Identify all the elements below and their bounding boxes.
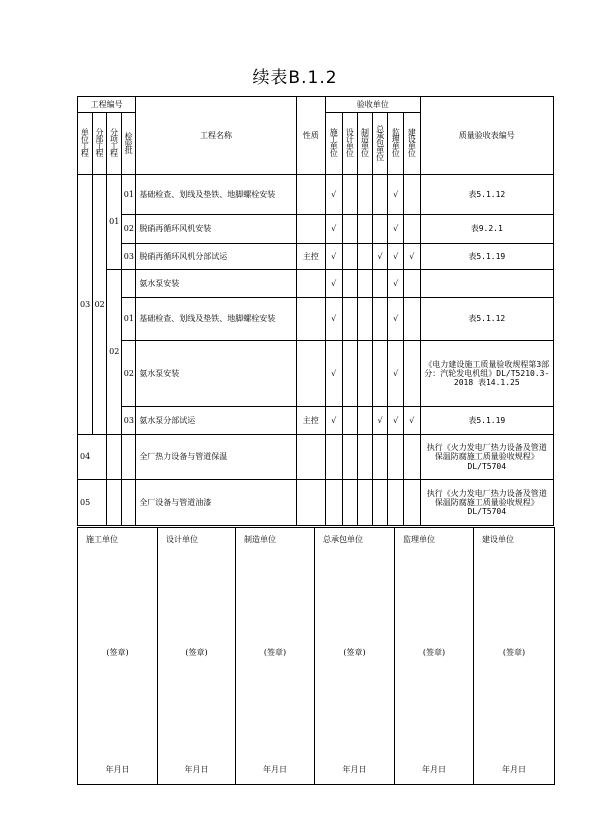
check-design xyxy=(342,407,358,435)
signature-seal: (签章) xyxy=(185,648,208,657)
nature xyxy=(296,341,325,407)
check-owner xyxy=(403,270,420,298)
table-row xyxy=(78,435,554,480)
table-row xyxy=(78,480,554,526)
signature-seal: (签章) xyxy=(422,648,446,657)
check-design xyxy=(342,298,358,341)
check-construction: √ xyxy=(325,175,342,215)
project-name: 脱硝再循环风机分部试运 xyxy=(136,244,296,270)
signature-unit-label: 制造单位 xyxy=(244,535,276,544)
check-manufacture xyxy=(358,244,373,270)
check-design xyxy=(342,270,358,298)
check-construction: √ xyxy=(325,407,342,435)
signature-table xyxy=(77,527,555,785)
lot-code: 02 xyxy=(121,215,136,244)
table-row xyxy=(78,407,554,435)
nature xyxy=(296,175,325,215)
check-manufacture xyxy=(358,270,373,298)
nature xyxy=(296,298,325,341)
form-number: 表5.1.12 xyxy=(420,175,553,215)
subdivision-code: 02 xyxy=(107,270,122,435)
check-design xyxy=(342,244,358,270)
signature-cell-supervision xyxy=(395,528,474,785)
lot-code: 03 xyxy=(121,407,136,435)
project-name: 基础检查、划线及垫铁、地脚螺栓安装 xyxy=(136,175,296,215)
project-name: 氨水泵安装 xyxy=(136,270,296,298)
signature-unit-label: 施工单位 xyxy=(86,535,118,544)
header-design-unit: 设计单位 xyxy=(342,113,358,175)
nature xyxy=(296,270,325,298)
check-design xyxy=(342,175,358,215)
check-manufacture xyxy=(358,407,373,435)
signature-date: 年月日 xyxy=(502,765,526,774)
signature-unit-label: 监理单位 xyxy=(403,535,435,544)
signature-unit-label: 总承包单位 xyxy=(323,535,363,544)
project-name: 基础检查、划线及垫铁、地脚螺栓安装 xyxy=(136,298,296,341)
unit-code: 04 xyxy=(78,435,107,480)
check-construction: √ xyxy=(325,270,342,298)
check-manufacture xyxy=(358,215,373,244)
project-name: 氨水泵安装 xyxy=(136,341,296,407)
signature-date: 年月日 xyxy=(422,765,446,774)
signature-cell-construction xyxy=(78,528,158,785)
subdivision-code: 01 xyxy=(107,175,122,270)
table-row xyxy=(78,270,554,298)
header-manufacture-unit: 制造单位 xyxy=(358,113,373,175)
check-construction: √ xyxy=(325,298,342,341)
header-acceptance-units: 验收单位 xyxy=(325,97,420,113)
lot-code: 01 xyxy=(121,175,136,215)
header-division-project: 分部工程 xyxy=(92,113,107,175)
table-row xyxy=(78,341,554,407)
signature-seal: (签章) xyxy=(502,648,526,657)
form-number: 表5.1.19 xyxy=(420,244,553,270)
check-contractor: √ xyxy=(372,407,388,435)
check-design xyxy=(342,215,358,244)
nature: 主控 xyxy=(296,244,325,270)
page-title: 续表B.1.2 xyxy=(252,68,338,88)
header-supervision-unit: 监理单位 xyxy=(388,113,404,175)
project-name: 全厂热力设备与管道保温 xyxy=(136,435,296,480)
lot-code xyxy=(121,270,136,298)
header-unit-project: 单位工程 xyxy=(78,113,93,175)
check-manufacture xyxy=(358,175,373,215)
unit-code: 05 xyxy=(78,480,107,526)
check-construction: √ xyxy=(325,215,342,244)
check-owner xyxy=(403,341,420,407)
check-contractor xyxy=(372,215,388,244)
check-contractor xyxy=(372,270,388,298)
form-number xyxy=(420,270,553,298)
check-contractor xyxy=(372,341,388,407)
signature-date: 年月日 xyxy=(342,765,367,774)
header-subdivision-project: 分项工程 xyxy=(107,113,122,175)
check-manufacture xyxy=(358,341,373,407)
form-number: 表9.2.1 xyxy=(420,215,553,244)
header-project-name: 工程名称 xyxy=(136,97,296,175)
lot-code: 02 xyxy=(121,341,136,407)
check-supervision: √ xyxy=(388,244,404,270)
lot-code: 01 xyxy=(121,298,136,341)
header-general-contractor: 总承包单位 xyxy=(372,113,388,175)
form-number: 《电力建设施工质量验收规程第3部分：汽轮发电机组》DL/T5210.3-2018 表14.1.25 xyxy=(420,341,553,407)
lot-code: 03 xyxy=(121,244,136,270)
table-row xyxy=(78,298,554,341)
check-contractor: √ xyxy=(372,244,388,270)
signature-cell-manufacture xyxy=(236,528,315,785)
form-number: 表5.1.12 xyxy=(420,298,553,341)
check-supervision: √ xyxy=(388,270,404,298)
nature xyxy=(296,215,325,244)
check-owner xyxy=(403,175,420,215)
header-nature: 性质 xyxy=(296,97,325,175)
table-row xyxy=(78,215,554,244)
check-contractor xyxy=(372,175,388,215)
header-construction-unit: 施工单位 xyxy=(325,113,342,175)
nature: 主控 xyxy=(296,407,325,435)
project-name: 全厂设备与管道油漆 xyxy=(136,480,296,526)
signature-unit-label: 设计单位 xyxy=(166,535,198,544)
unit-code: 03 xyxy=(78,175,93,435)
project-name: 脱硝再循环风机安装 xyxy=(136,215,296,244)
header-project-code: 工程编号 xyxy=(78,97,136,113)
form-number: 执行《火力发电厂热力设备及管道保温防腐施工质量验收规程》DL/T5704 xyxy=(420,435,553,480)
signature-cell-owner xyxy=(474,528,555,785)
signature-cell-contractor xyxy=(315,528,395,785)
check-supervision: √ xyxy=(388,407,404,435)
signature-unit-label: 建设单位 xyxy=(482,535,514,544)
signature-date: 年月日 xyxy=(184,765,209,774)
header-form-number: 质量验收表编号 xyxy=(420,97,553,175)
check-supervision: √ xyxy=(388,175,404,215)
form-number: 表5.1.19 xyxy=(420,407,553,435)
check-owner xyxy=(403,215,420,244)
check-supervision: √ xyxy=(388,341,404,407)
project-name: 氨水泵分部试运 xyxy=(136,407,296,435)
signature-date: 年月日 xyxy=(263,765,287,774)
signature-seal: (签章) xyxy=(106,648,129,657)
check-construction: √ xyxy=(325,244,342,270)
signature-date: 年月日 xyxy=(105,765,130,774)
header-inspection-lot: 检验批 xyxy=(121,113,136,175)
header-owner-unit: 建设单位 xyxy=(403,113,420,175)
check-construction: √ xyxy=(325,341,342,407)
check-supervision: √ xyxy=(388,298,404,341)
check-design xyxy=(342,341,358,407)
check-manufacture xyxy=(358,298,373,341)
division-code: 02 xyxy=(92,175,107,435)
check-owner xyxy=(403,298,420,341)
signature-cell-design xyxy=(158,528,236,785)
table-row xyxy=(78,244,554,270)
signature-seal: (签章) xyxy=(263,648,287,657)
table-row xyxy=(78,175,554,215)
form-number: 执行《火力发电厂热力设备及管道保温防腐施工质量验收规程》DL/T5704 xyxy=(420,480,553,526)
check-contractor xyxy=(372,298,388,341)
check-owner: √ xyxy=(403,244,420,270)
acceptance-table xyxy=(77,96,554,526)
check-supervision: √ xyxy=(388,215,404,244)
signature-seal: (签章) xyxy=(343,648,366,657)
check-owner: √ xyxy=(403,407,420,435)
